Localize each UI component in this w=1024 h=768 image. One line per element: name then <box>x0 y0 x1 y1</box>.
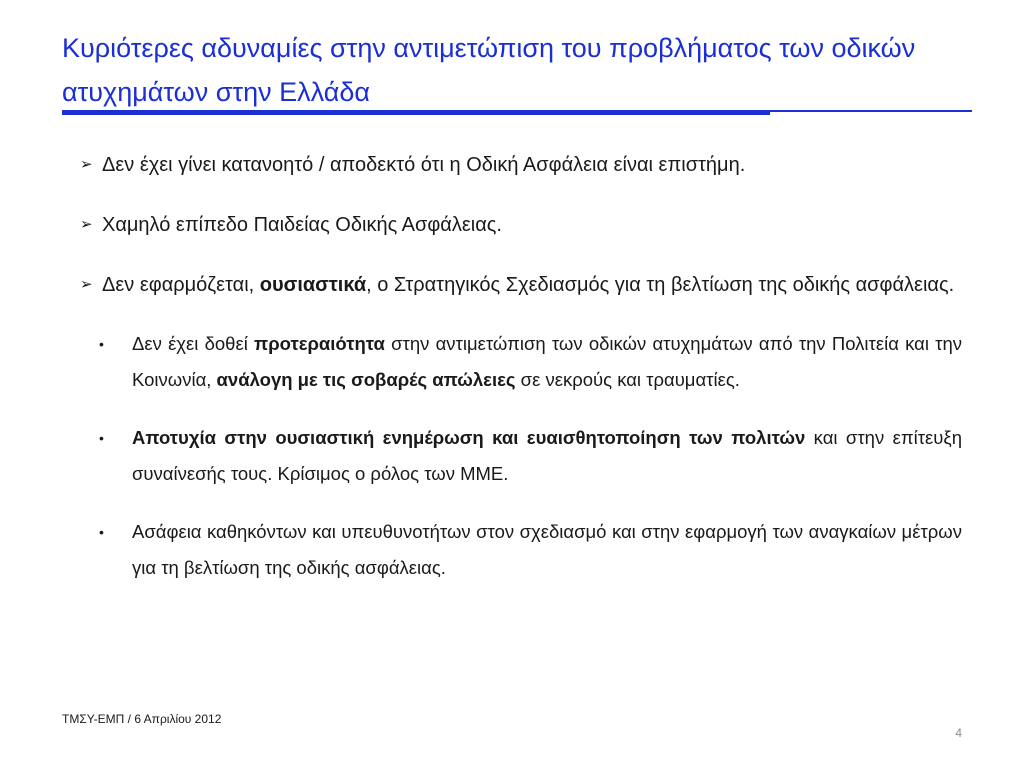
sub-bullet-item <box>72 514 962 586</box>
text-segment: Χαμηλό επίπεδο Παιδείας Οδικής Ασφάλειας. <box>102 214 502 236</box>
arrow-bullet-icon: ➢ <box>80 276 93 293</box>
page-number: 4 <box>955 726 962 740</box>
text-segment: στην αντιμετώπιση των οδικών ατυχημάτων από την Πολιτεία και την Κοινωνία, <box>132 333 963 390</box>
sub-bullet-item <box>72 420 962 492</box>
bold-segment: ουσιαστικά <box>259 274 367 296</box>
bullet-text <box>102 274 954 296</box>
bullet-text <box>132 427 962 484</box>
text-segment: Ασάφεια καθηκόντων και υπευθυνοτήτων στον σχεδιασμό και στην εφαρμογή των αναγκαίων μέτρων για τη βελτίωση της οδικής ασφάλειας. <box>132 521 962 578</box>
bullet-list <box>72 146 962 608</box>
arrow-bullet-icon: ➢ <box>80 216 93 233</box>
sub-bullet-item <box>72 326 962 398</box>
bullet-item <box>72 266 962 304</box>
bullet-text <box>132 333 962 390</box>
text-segment: Δεν εφαρμόζεται, <box>102 274 260 296</box>
bullet-item <box>72 206 962 244</box>
text-segment: και στην επίτευξη συναίνεσής τους. Κρίσιμος ο ρόλος των ΜΜΕ. <box>132 427 962 484</box>
slide-title: Κυριότερες αδυναμίες στην αντιμετώπιση του προβλήματος των οδικών ατυχημάτων στην Ελλάδα <box>62 33 916 107</box>
text-segment: σε νεκρούς και τραυματίες. <box>515 369 740 390</box>
text-segment: , ο Στρατηγικός Σχεδιασμός για τη βελτίωση της οδικής ασφάλειας. <box>366 274 955 296</box>
bullet-item <box>72 146 962 184</box>
text-segment: Δεν έχει γίνει κατανοητό / αποδεκτό ότι η Οδική Ασφάλεια είναι επιστήμη. <box>102 154 746 176</box>
dot-bullet-icon: • <box>99 430 104 446</box>
footer-caption: ΤΜΣΥ-ΕΜΠ / 6 Απριλίου 2012 <box>62 712 222 726</box>
bold-segment: ανάλογη με τις σοβαρές απώλειες <box>216 369 516 390</box>
bullet-text <box>102 154 745 176</box>
arrow-bullet-icon: ➢ <box>80 156 93 173</box>
bullet-text <box>132 521 962 578</box>
bullet-text <box>102 214 502 236</box>
dot-bullet-icon: • <box>99 524 104 540</box>
bold-segment: Αποτυχία στην ουσιαστική ενημέρωση και ευαισθητοποίηση των πολιτών <box>132 427 806 448</box>
text-segment: Δεν έχει δοθεί <box>132 333 255 354</box>
title-underline-thin <box>62 110 972 112</box>
bold-segment: προτεραιότητα <box>254 333 385 354</box>
dot-bullet-icon: • <box>99 336 104 352</box>
